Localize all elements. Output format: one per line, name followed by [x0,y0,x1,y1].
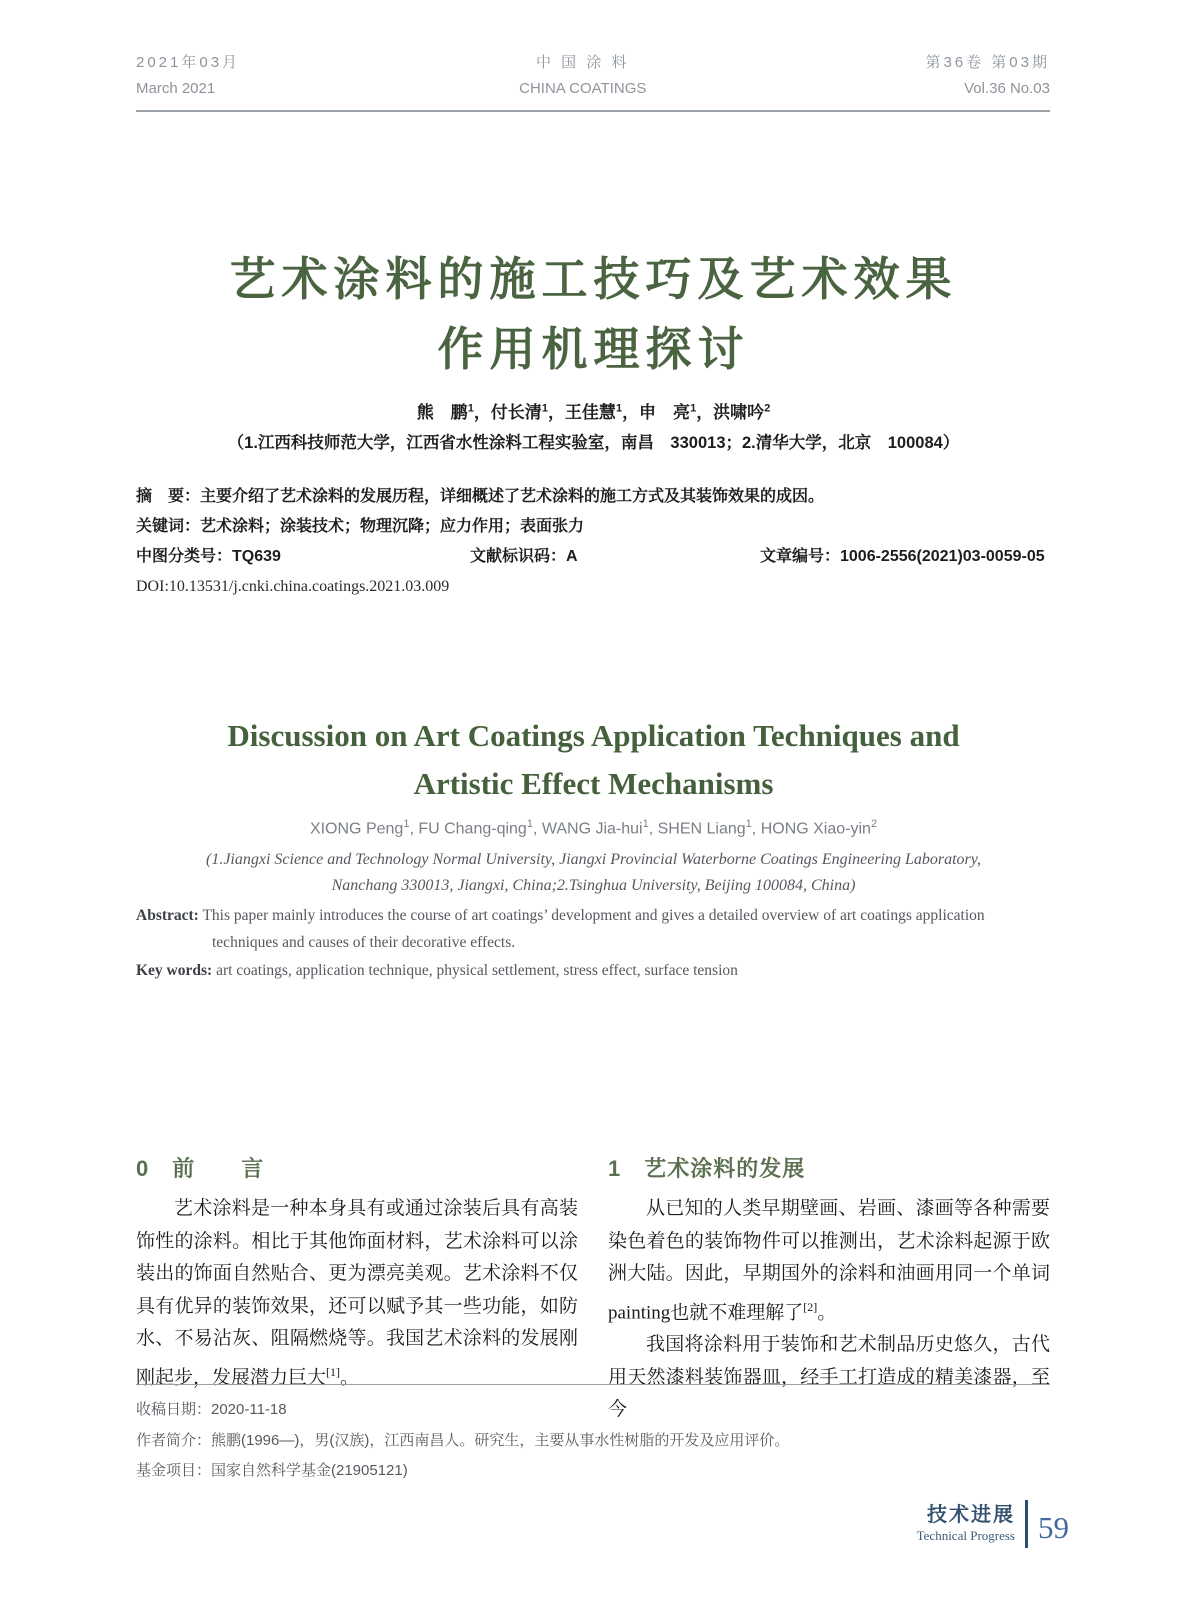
affiliation-cn: （1.江西科技师范大学，江西省水性涂料工程实验室，南昌 330013；2.清华大学，北京 100084） [227,434,960,452]
citation-ref: [2] [803,1299,818,1314]
paper-title-en [0,712,1187,808]
paper-title-en-line2: Artistic Effect Mechanisms [413,766,774,801]
footnotes [136,1384,1050,1487]
author-en-sup: 1 [526,818,533,830]
paper-title-cn [0,244,1187,384]
author-en: , FU Chang-qing [409,820,527,838]
header-date-cn: 2021年03月 [136,54,241,71]
author-en-sup: 1 [745,818,752,830]
citation-ref: [1] [326,1364,341,1379]
header-issue-en: Vol.36 No.03 [964,80,1050,97]
page-number: 59 [1038,1510,1069,1545]
paragraph-text: 。 [817,1301,837,1323]
header-journal-name [519,50,646,102]
author-cn-sup: 1 [541,402,548,415]
section-heading-1: 1 艺术涂料的发展 [608,1156,806,1181]
footnote-author-bio: 作者简介：熊鹏(1996—)，男(汉族)，江西南昌人。研究生，主要从事水性树脂的开发及应用评价。 [136,1431,790,1449]
author-cn: 熊 鹏 [416,403,468,422]
paragraph [608,1193,1050,1329]
author-en: , SHEN Liang [648,820,746,838]
affiliation-en [0,847,1187,899]
footnote-funding: 基金项目：国家自然科学基金(21905121) [136,1462,408,1479]
keywords-en-text: art coatings, application technique, physical settlement, stress effect, surface tension [212,962,738,979]
author-cn-sup: 2 [764,402,771,415]
clc-number: 中图分类号：TQ639 [136,548,281,565]
section-heading-0: 0 前 言 [136,1156,265,1181]
abstract-cn-label: 摘 要： [136,488,201,505]
authors-en [0,818,1187,838]
meta-block-cn [136,482,1050,602]
paper-title-cn-line1: 艺术涂料的施工技巧及艺术效果 [229,253,958,305]
paper-title-cn-line2: 作用机理探讨 [437,323,750,375]
footer-section-en: Technical Progress [916,1528,1015,1543]
author-en: , HONG Xiao-yin [751,820,871,838]
footer-section-labels [917,1503,1015,1545]
paragraph-text: 艺术涂料是一种本身具有或通过涂装后具有高装饰性的涂料。相比于其他饰面材料，艺术涂料可以涂装出的饰面自然贴合、更为漂亮美观。艺术涂料不仅具有优异的装饰效果，还可以赋予其一些功能，如防水、不易沾灰、阻隔燃烧等。我国艺术涂料的发展刚刚起步，发展潜力巨大 [136,1198,578,1388]
authors-cn [0,398,1187,423]
header-journal-cn: 中 国 涂 料 [535,54,630,71]
abstract-en [136,902,1050,956]
footer-divider-bar [1025,1500,1028,1548]
author-cn: ，付长清 [473,403,542,422]
author-cn-sup: 1 [467,402,474,415]
author-cn: ，洪啸吟 [696,403,765,422]
author-en: , WANG Jia-hui [532,820,643,838]
header-issue [925,50,1050,102]
abstract-en-label: Abstract: [136,907,199,924]
author-cn-sup: 1 [615,402,623,415]
author-cn: ，申 亮 [622,403,691,422]
header-issue-cn: 第36卷 第03期 [925,54,1050,71]
keywords-cn-text: 艺术涂料；涂装技术；物理沉降；应力作用；表面张力 [200,518,585,535]
paragraph-text: 。 [340,1366,360,1388]
abstract-en-text: This paper mainly introduces the course of art coatings’ development and gives a detailed overview of art coatings application techniques and causes of their decorative effects. [198,907,985,951]
keywords-cn-label: 关键词： [136,518,201,535]
author-cn-sup: 1 [690,402,697,415]
document-code: 文献标识码：A [470,548,578,565]
author-en: XIONG Peng [309,820,404,838]
author-en-sup: 1 [403,818,410,830]
classification-row [136,542,1050,572]
abstract-cn [136,482,1050,512]
author-en-sup: 2 [870,818,878,830]
author-cn: ，王佳慧 [547,403,616,422]
paragraph [136,1193,578,1394]
footer-section-cn: 技术进展 [927,1504,1015,1526]
header-date-en: March 2021 [136,80,216,97]
paragraph-text: 从已知的人类早期壁画、岩画、漆画等各种需要染色着色的装饰物件可以推测出，艺术涂料起源于欧洲大陆。因此，早期国外的涂料和油画用同一个单词painting也就不难理解了 [608,1198,1050,1323]
paragraph: 我国将涂料用于装饰和艺术制品历史悠久，古代用天然漆料装饰器皿，经手工打造成的精美漆器，至今 [608,1334,1050,1421]
keywords-cn [136,512,1050,542]
abstract-cn-text: 主要介绍了艺术涂料的发展历程，详细概述了艺术涂料的施工方式及其装饰效果的成因。 [200,488,825,505]
page-footer [917,1496,1069,1552]
doi: DOI:10.13531/j.cnki.china.coatings.2021.03.009 [136,578,450,595]
affiliation-en-line1: (1.Jiangxi Science and Technology Normal University, Jiangxi Provincial Waterborne Coatings Engineering Laboratory, [205,851,981,868]
keywords-en-label: Key words: [136,962,213,979]
author-en-sup: 1 [642,818,649,830]
header-date [136,50,240,102]
affiliation-en-line2: Nanchang 330013, Jiangxi, China;2.Tsinghua University, Beijing 100084, China) [331,877,856,894]
paper-title-en-line1: Discussion on Art Coatings Application Techniques and [227,718,960,753]
journal-header [136,50,1050,112]
header-journal-en: CHINA COATINGS [519,80,647,97]
article-id: 文章编号：1006-2556(2021)03-0059-05 [760,548,1045,565]
keywords-en [136,957,1050,984]
footnote-received-date: 收稿日期：2020-11-18 [136,1401,287,1418]
